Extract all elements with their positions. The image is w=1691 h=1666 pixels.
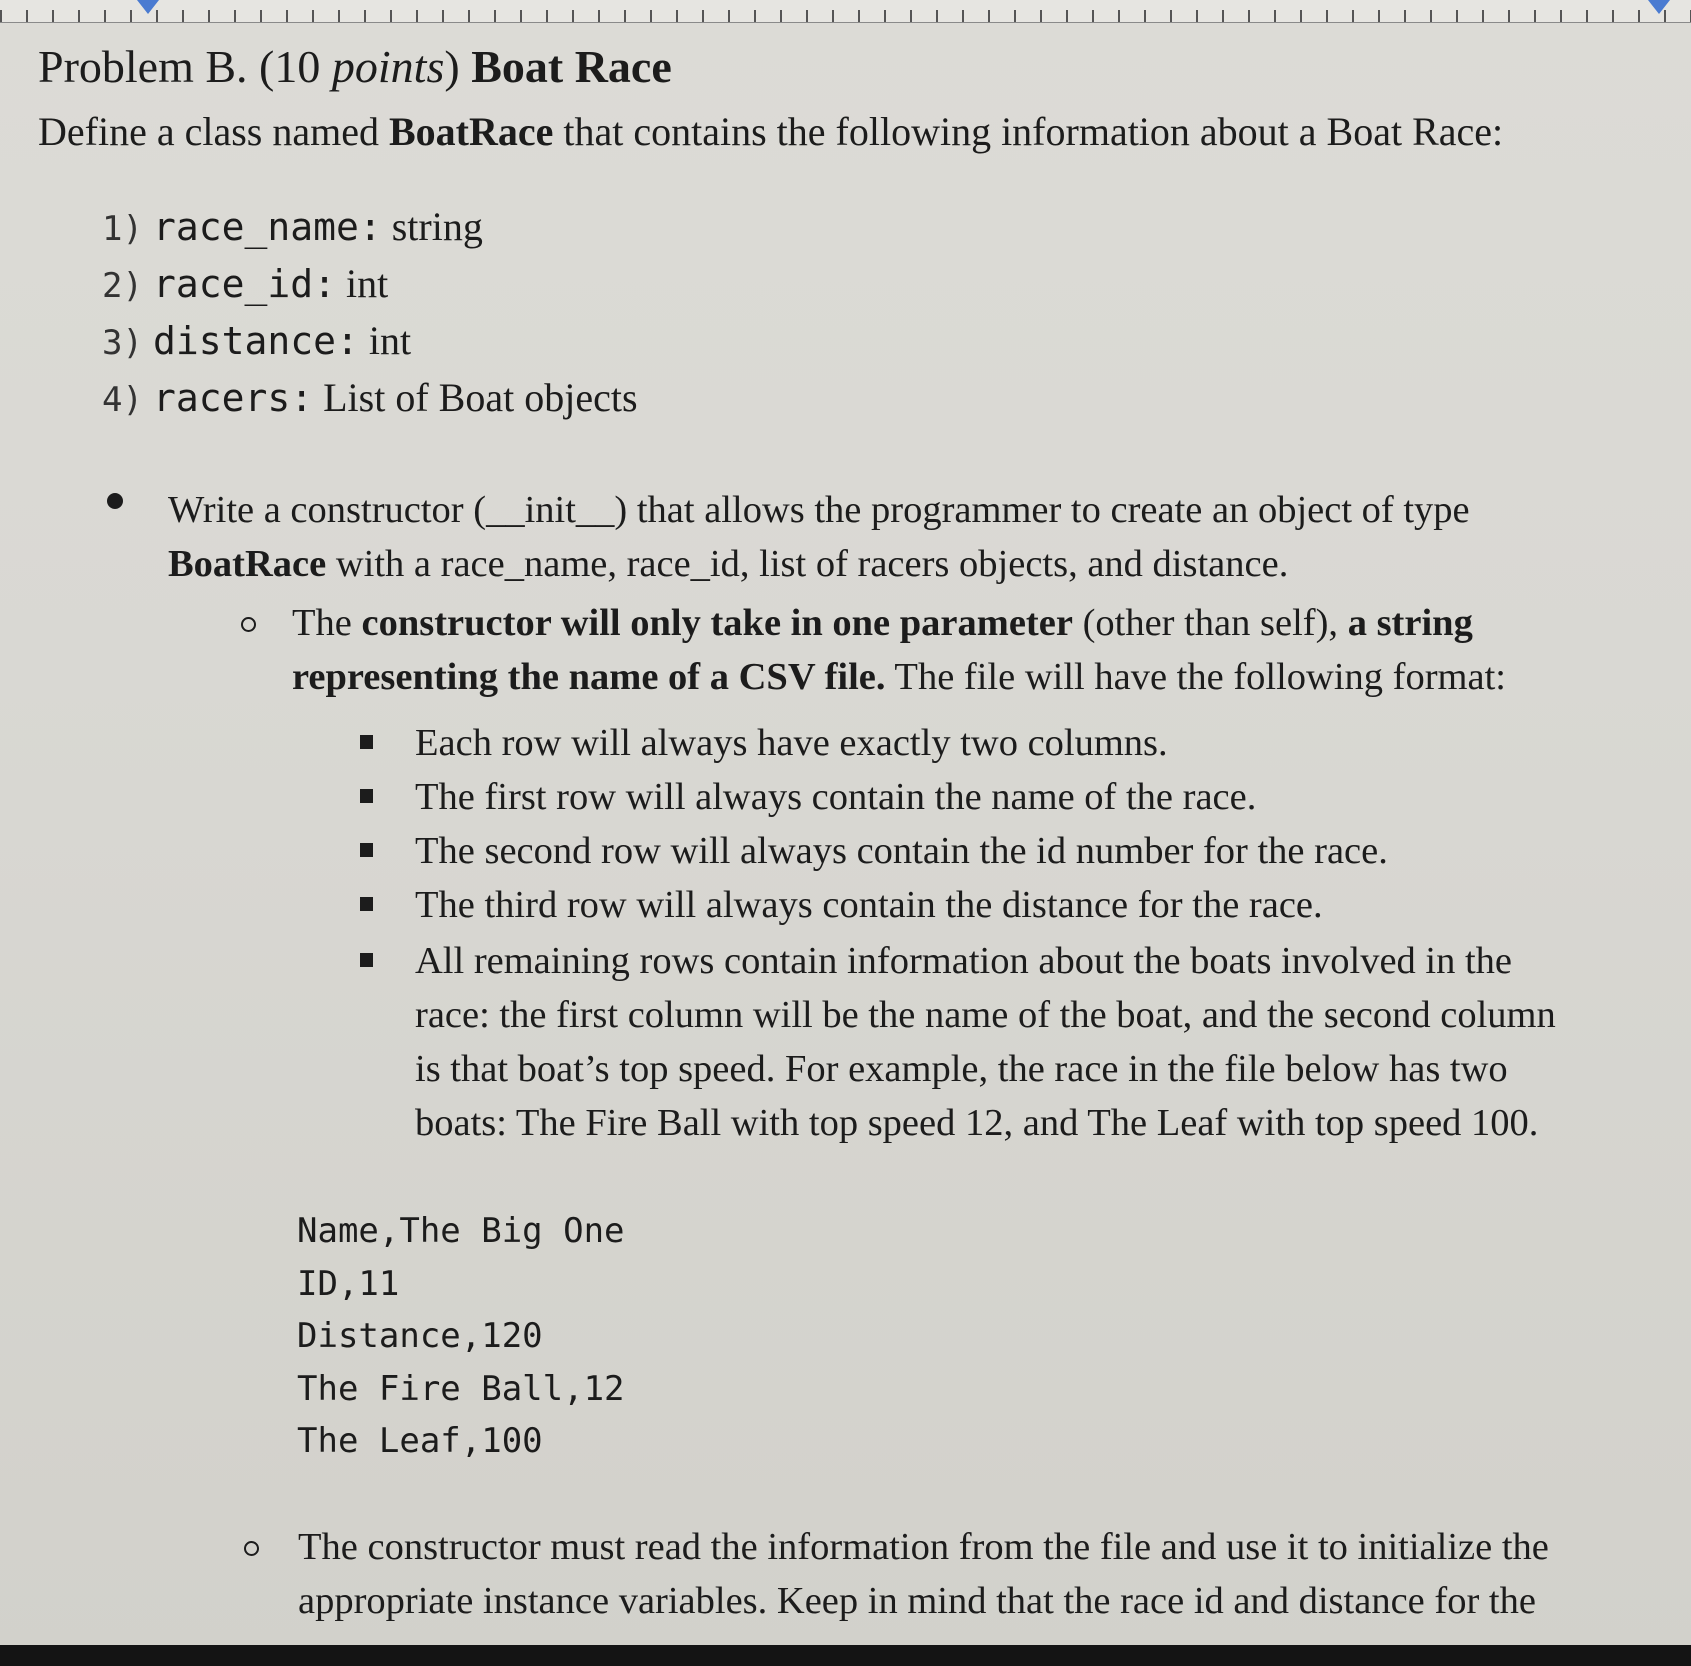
format-item: The third row will always contain the distance for the race.	[415, 884, 1323, 926]
square-bullet-icon	[360, 897, 373, 911]
bottom-bezel	[0, 1645, 1691, 1666]
read-file-line-2: appropriate instance variables. Keep in mind that the race id and distance for the	[298, 1580, 1536, 1622]
csv-line: The Leaf,100	[297, 1421, 543, 1461]
format-item-last-line-2: race: the first column will be the name of the boat, and the second column	[415, 994, 1556, 1036]
right-indent-marker-icon[interactable]	[1648, 0, 1670, 14]
format-item: The second row will always contain the id number for the race.	[415, 830, 1388, 872]
csv-line: ID,11	[297, 1263, 400, 1304]
bullet-icon	[107, 493, 123, 509]
list-item: 4) racers: List of Boat objects	[102, 375, 638, 420]
csv-line: Distance,120	[297, 1316, 543, 1356]
constructor-line-2: BoatRace with a race_name, race_id, list of racers objects, and distance.	[168, 543, 1289, 585]
format-item-last-line-1: All remaining rows contain information about the boats involved in the	[415, 940, 1513, 982]
list-item: 1) race_name: string	[102, 204, 483, 249]
square-bullet-icon	[360, 843, 373, 857]
read-file-line-1: The constructor must read the information from the file and use it to initialize the	[298, 1526, 1549, 1568]
problem-title: Problem B. (10 points) Boat Race	[38, 41, 672, 92]
format-item: Each row will always have exactly two columns.	[415, 722, 1168, 764]
format-item: The first row will always contain the name of the race.	[415, 776, 1257, 818]
list-item: 3) distance: int	[102, 318, 412, 363]
ruler[interactable]	[0, 0, 1691, 23]
format-item-last-line-3: is that boat’s top speed. For example, the race in the file below has two	[415, 1048, 1508, 1090]
left-indent-marker-icon[interactable]	[137, 0, 159, 14]
constructor-param-line-2: representing the name of a CSV file. The file will have the following format:	[292, 656, 1506, 698]
format-item-last-line-4: boats: The Fire Ball with top speed 12, and The Leaf with top speed 100.	[415, 1102, 1539, 1144]
square-bullet-icon	[360, 735, 373, 749]
csv-line: Name,The Big One	[297, 1211, 625, 1251]
circle-bullet-icon	[244, 1541, 259, 1556]
intro-text: Define a class named BoatRace that contains the following information about a Boat Race:	[38, 109, 1504, 154]
csv-line: The Fire Ball,12	[297, 1368, 625, 1409]
circle-bullet-icon	[241, 617, 256, 632]
field-list	[102, 198, 638, 426]
square-bullet-icon	[360, 789, 373, 803]
csv-example	[297, 1205, 625, 1468]
constructor-line-1: Write a constructor (__init__) that allows the programmer to create an object of type	[168, 489, 1470, 531]
constructor-param-line-1: The constructor will only take in one parameter (other than self), a string	[292, 602, 1473, 644]
list-item: 2) race_id: int	[102, 261, 389, 306]
square-bullet-icon	[360, 953, 373, 967]
